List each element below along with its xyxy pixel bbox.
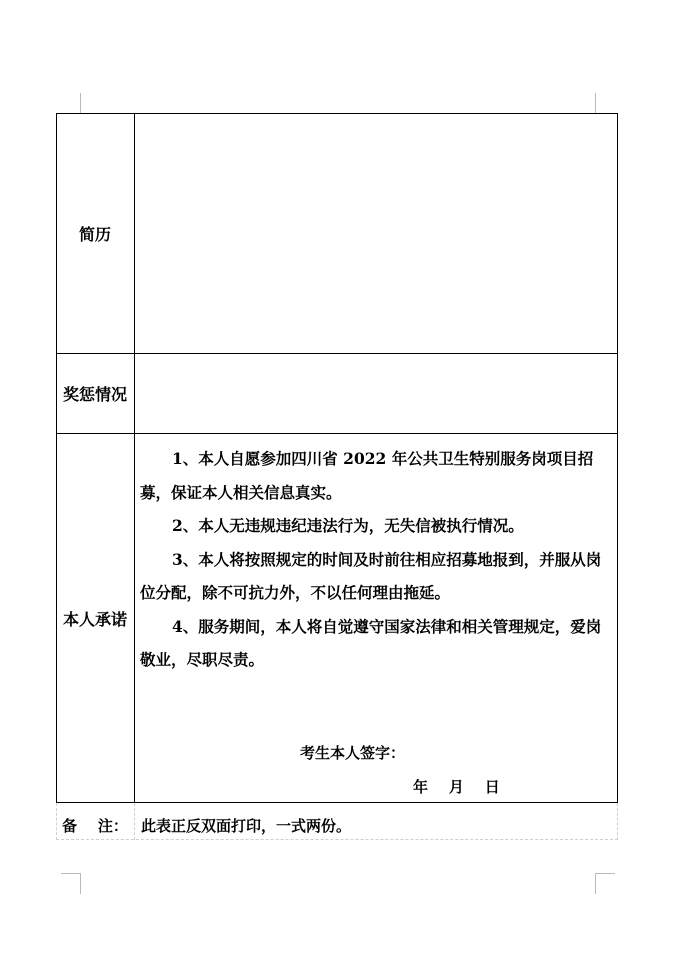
pledge-text <box>140 442 614 677</box>
pledge-label: 本人承诺 <box>62 609 127 629</box>
pledge-item: 2、本人无违规违纪违法行为，无失信被执行情况。 <box>172 516 524 535</box>
page-corner-mark <box>595 873 615 894</box>
date-label: 年 月 日 <box>413 778 500 796</box>
page-corner-mark <box>61 873 81 894</box>
pledge-item: 1、本人自愿参加四川省 2022 年公共卫生特别服务岗项目招募，保证本人相关信息真实。 <box>140 449 594 502</box>
note-text: 此表正反双面打印，一式两份。 <box>141 817 352 835</box>
awards-field[interactable] <box>135 354 617 433</box>
signature-label: 考生本人签字： <box>300 744 406 762</box>
signature-field[interactable] <box>412 740 602 764</box>
note-label: 备 注： <box>62 817 128 835</box>
resume-label: 简历 <box>78 224 111 244</box>
pledge-item: 3、本人将按照规定的时间及时前往相应招募地报到，并服从岗位分配，除不可抗力外，不以任何理由拖延。 <box>140 549 602 602</box>
awards-label: 奖惩情况 <box>62 384 127 404</box>
page-corner-mark <box>595 93 596 113</box>
note-divider <box>134 803 135 840</box>
resume-field[interactable] <box>135 114 617 353</box>
pledge-item: 4、服务期间，本人将自觉遵守国家法律和相关管理规定，爱岗敬业，尽职尽责。 <box>140 616 602 669</box>
table-row-divider <box>56 433 618 434</box>
page-corner-mark <box>80 93 81 113</box>
